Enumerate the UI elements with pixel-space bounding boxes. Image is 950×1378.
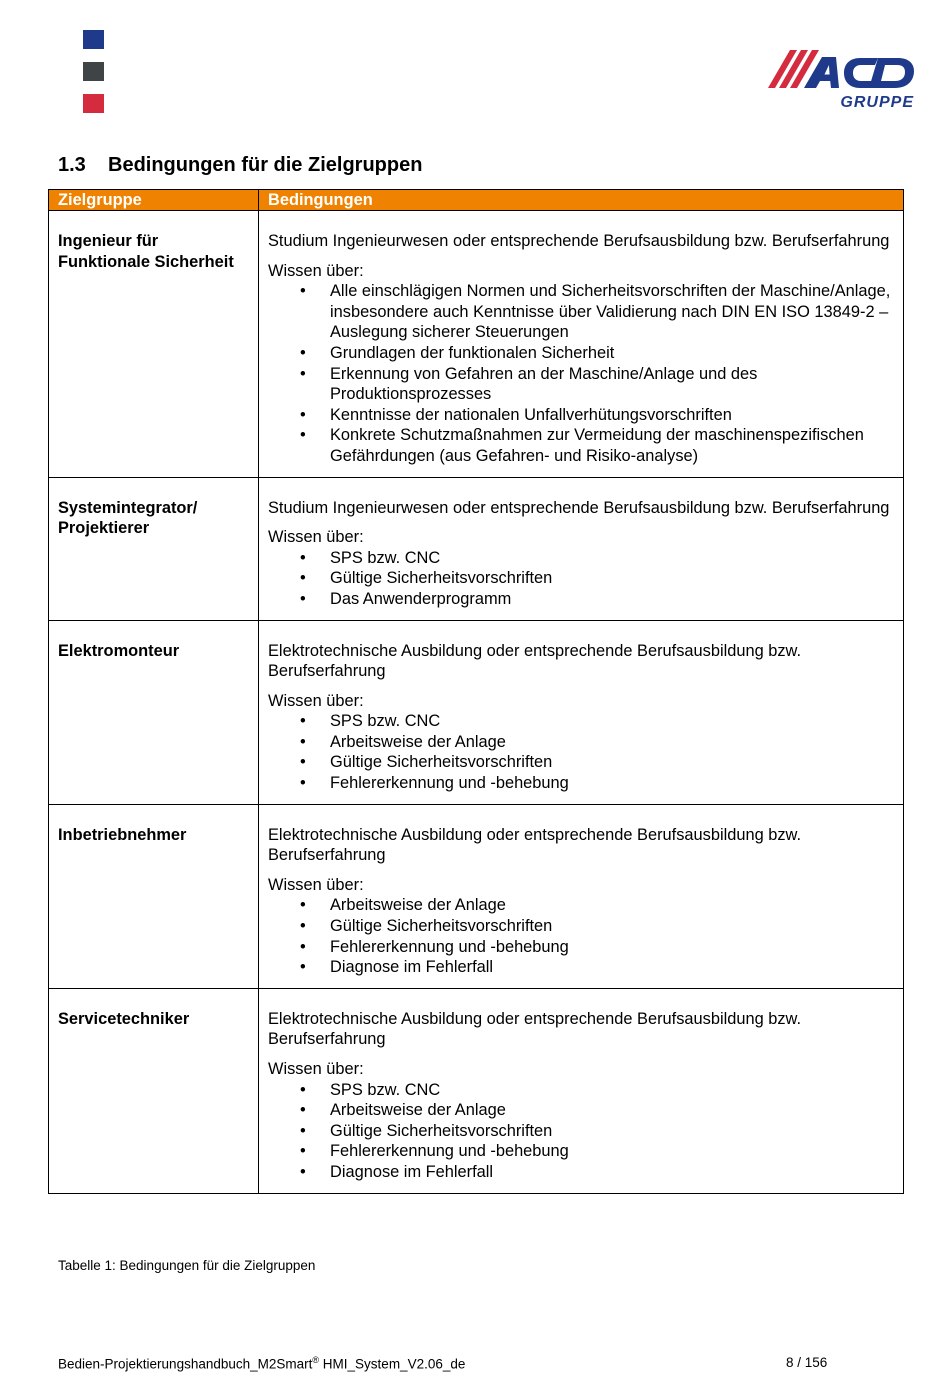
target-group-cell: [49, 988, 259, 1193]
target-group-name: Projektierer: [58, 519, 150, 538]
target-group-cell: [49, 804, 259, 988]
svg-text:GRUPPE: GRUPPE: [840, 94, 914, 111]
section-number: 1.3: [58, 154, 86, 176]
target-group-name: Servicetechniker: [58, 1009, 190, 1028]
knowledge-item: • Grundlagen der funktionalen Sicherheit: [330, 343, 894, 364]
section-heading: [58, 154, 422, 177]
header-conditions: Bedingungen: [259, 190, 904, 211]
target-group-name: Ingenieur für: [58, 232, 159, 250]
knowledge-list: [268, 548, 894, 610]
table-row: [49, 477, 904, 620]
knowledge-item: • Konkrete Schutzmaßnahmen zur Vermeidung der maschinenspezifischen Gefährdungen (aus Gefahren- und Risiko-analyse): [330, 425, 894, 466]
knowledge-item: • Erkennung von Gefahren an der Maschine/Anlage und des Produktionsprozesses: [330, 364, 894, 405]
conditions-cell: [259, 804, 904, 988]
footer-doc-name: [58, 1355, 465, 1372]
table-row: [49, 804, 904, 988]
knowledge-item: • Alle einschlägigen Normen und Sicherheitsvorschriften der Maschine/Anlage, insbesondere auch Kenntnisse über Validierung nach DIN EN ISO 13849-2 – Auslegung sicherer Steuerungen: [330, 281, 894, 343]
registered-mark: ®: [312, 1355, 320, 1365]
requirement-text: Elektrotechnische Ausbildung oder entsprechende Berufsausbildung bzw. Berufserfahrung: [268, 641, 802, 681]
conditions-cell: [259, 620, 904, 804]
brand-square-blue: [83, 30, 104, 49]
acd-gruppe-logo: [764, 46, 920, 112]
knowledge-item: • Fehlererkennung und -behebung: [330, 773, 894, 794]
target-group-name: Inbetriebnehmer: [58, 825, 187, 844]
table-row: [49, 211, 904, 478]
conditions-cell: [259, 477, 904, 620]
brand-square-red: [83, 94, 104, 113]
target-group-name: Elektromonteur: [58, 641, 180, 660]
knowledge-list: [268, 895, 894, 977]
footer-doc-suffix: HMI_System_V2.06_de: [319, 1356, 466, 1372]
knowledge-label: Wissen über:: [268, 875, 364, 894]
conditions-cell: [259, 988, 904, 1193]
requirement-text: Studium Ingenieurwesen oder entsprechende Berufsausbildung bzw. Berufserfahrung: [268, 498, 890, 517]
target-group-name: Funktionale Sicherheit: [58, 252, 234, 271]
target-group-cell: [49, 620, 259, 804]
knowledge-item: • Gültige Sicherheitsvorschriften: [330, 916, 894, 937]
knowledge-item: • Gültige Sicherheitsvorschriften: [330, 1121, 894, 1142]
brand-square-gray: [83, 62, 104, 81]
knowledge-item: • Gültige Sicherheitsvorschriften: [330, 568, 894, 589]
knowledge-item: • Fehlererkennung und -behebung: [330, 937, 894, 958]
knowledge-list: [268, 711, 894, 793]
knowledge-item: • Kenntnisse der nationalen Unfallverhütungsvorschriften: [330, 405, 894, 426]
knowledge-item: • SPS bzw. CNC: [330, 548, 894, 569]
table-row: [49, 620, 904, 804]
knowledge-label: Wissen über:: [268, 691, 364, 710]
knowledge-label: Wissen über:: [268, 1060, 364, 1078]
table-caption: Tabelle 1: Bedingungen für die Zielgruppen: [58, 1258, 316, 1273]
knowledge-item: • Das Anwenderprogramm: [330, 589, 894, 610]
target-groups-table: [48, 189, 904, 1194]
knowledge-item: • SPS bzw. CNC: [330, 1080, 894, 1101]
target-group-cell: [49, 211, 259, 478]
knowledge-item: • Fehlererkennung und -behebung: [330, 1141, 894, 1162]
footer-page-number: 8 / 156: [786, 1355, 828, 1370]
table-header-row: [49, 190, 904, 211]
knowledge-item: • Gültige Sicherheitsvorschriften: [330, 752, 894, 773]
requirement-text: Studium Ingenieurwesen oder entsprechende Berufsausbildung bzw. Berufserfahrung: [268, 232, 890, 250]
conditions-cell: [259, 211, 904, 478]
knowledge-item: • Diagnose im Fehlerfall: [330, 1162, 894, 1183]
knowledge-item: • SPS bzw. CNC: [330, 711, 894, 732]
target-group-name: Systemintegrator/: [58, 498, 198, 517]
section-title: Bedingungen für die Zielgruppen: [108, 154, 423, 176]
knowledge-label: Wissen über:: [268, 261, 364, 280]
table-row: [49, 988, 904, 1193]
knowledge-item: • Diagnose im Fehlerfall: [330, 957, 894, 978]
target-group-cell: [49, 477, 259, 620]
requirement-text: Elektrotechnische Ausbildung oder entsprechende Berufsausbildung bzw. Berufserfahrung: [268, 1009, 802, 1049]
table-body: [49, 211, 904, 1194]
knowledge-item: • Arbeitsweise der Anlage: [330, 895, 894, 916]
knowledge-item: • Arbeitsweise der Anlage: [330, 732, 894, 753]
header-target-group: Zielgruppe: [49, 190, 259, 211]
knowledge-list: [268, 281, 894, 466]
knowledge-list: [268, 1080, 894, 1183]
footer-doc-prefix: Bedien-Projektierungshandbuch_M2Smart: [58, 1356, 313, 1372]
knowledge-label: Wissen über:: [268, 528, 364, 547]
requirement-text: Elektrotechnische Ausbildung oder entsprechende Berufsausbildung bzw. Berufserfahrung: [268, 825, 802, 865]
knowledge-item: • Arbeitsweise der Anlage: [330, 1100, 894, 1121]
